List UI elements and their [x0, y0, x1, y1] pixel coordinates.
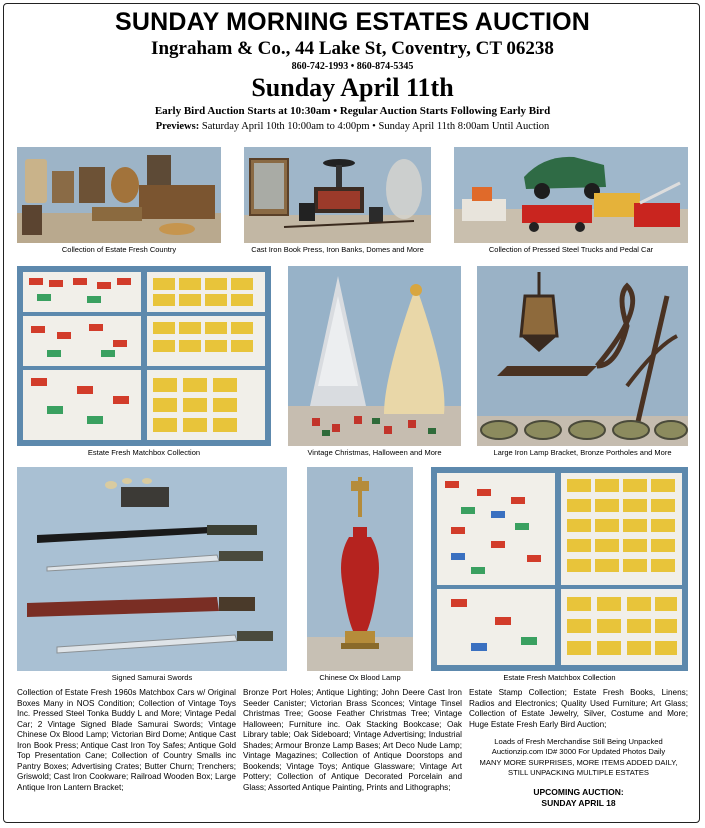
photo-caption: Chinese Ox Blood Lamp	[319, 673, 401, 682]
phone-numbers: 860-742-1993 • 860-874-5345	[291, 61, 414, 72]
merchandise-note: Loads of Fresh Merchandise Still Being Unpacked Auctionzip.com ID# 3000 For Updated Photos Daily	[491, 737, 666, 756]
photo-samurai-swords	[17, 467, 287, 671]
photo-matchbox-collection	[17, 266, 271, 446]
photo-caption: Collection of Pressed Steel Trucks and Pedal Car	[488, 245, 654, 254]
photo-pressed-steel-trucks	[454, 147, 688, 243]
listing-column-1: Collection of Estate Fresh 1960s Matchbox Cars w/ Original Boxes Many in NOS Condition; Collection of Vintage Toys Inc. Pressed Steel Tonka Buddy L and More; Vintage Pedal Car; 2 Vintage Signed Blade Samurai Swords; Vintage Chinese Ox Blood Lamp; Victorian Bird Dome; Antique Cast Iron Book Press; Antique Cast Iron Toy Safes; Antique Gold Top Presentation Cane; Collection of Country Smalls inc Pantry Boxes; Advertising Crates; Butter Churn; Trenchers; Griswold; Cast Iron Cookware; Railroad Wooden Box; Large Antique Iron Lantern Bracket;	[17, 688, 236, 792]
previews-text: Saturday April 10th 10:00am to 4:00pm • Sunday April 11th 8:00am Until Auction	[199, 121, 550, 132]
photo-cast-iron-press	[244, 147, 431, 243]
photo-caption: Cast Iron Book Press, Iron Banks, Domes and More	[251, 245, 424, 254]
photo-matchbox-collection-2	[431, 467, 688, 671]
photo-ox-blood-lamp	[307, 467, 413, 671]
photo-caption: Estate Fresh Matchbox Collection	[503, 673, 616, 682]
surprises-note: MANY MORE SURPRISES, MORE ITEMS ADDED DAILY, STILL UNPACKING MULTIPLE ESTATES	[479, 758, 678, 777]
photo-caption: Collection of Estate Fresh Country	[61, 245, 177, 254]
previews-label: Previews:	[155, 121, 200, 132]
auction-date: Sunday April 11th	[251, 73, 454, 102]
auction-address: Ingraham & Co., 44 Lake St, Coventry, CT 06238	[151, 38, 554, 59]
auction-title: SUNDAY MORNING ESTATES AUCTION	[114, 8, 591, 36]
photo-caption: Signed Samurai Swords	[111, 673, 193, 682]
listing-column-3	[469, 688, 688, 808]
previews-line	[0, 121, 705, 132]
photo-caption: Vintage Christmas, Halloween and More	[307, 448, 442, 457]
photo-caption: Estate Fresh Matchbox Collection	[87, 448, 201, 457]
upcoming-auction-date: SUNDAY APRIL 18	[541, 797, 616, 808]
photo-country-smalls	[17, 147, 221, 243]
photo-christmas-trees	[288, 266, 461, 446]
listing-column-2: Bronze Port Holes; Antique Lighting; John Deere Cast Iron Seeder Canister; Victorian Brass Sconces; Vintage Tinsel Christmas Tree; Goose Feather Christmas Tree; Vintage Halloween; Furniture inc. Oak Stacking Bookcase; Oak Library table; Oak Sideboard; Vintage Advertising; Industrial Shades; Armour Bronze Lamp Bases; Art Deco Nude Lamp; Vintage Magazines; Collection of Antique Doorstops and Bookends; Vintage Toys; Antique Glassware; Vintage Art Pottery; Collection of Antique Decorated Porcelain and Glass; Assorted Antique Painting, Prints and Lithographs;	[243, 688, 462, 792]
listing-column-3-text: Estate Stamp Collection; Estate Fresh Books, Linens; Radios and Electronics; Quality Used Furniture; Art Glass; Collection of Estate Jewelry, Silver, Costume and More; Huge Estate Fresh Early Bird Auction;	[469, 688, 688, 729]
photo-caption: Large Iron Lamp Bracket, Bronze Portholes and More	[493, 448, 672, 457]
photo-iron-lamp-bracket	[477, 266, 688, 446]
upcoming-auction-label: UPCOMING AUCTION:	[533, 787, 624, 797]
early-bird-line: Early Bird Auction Starts at 10:30am • Regular Auction Starts Following Early Bird	[154, 105, 551, 117]
